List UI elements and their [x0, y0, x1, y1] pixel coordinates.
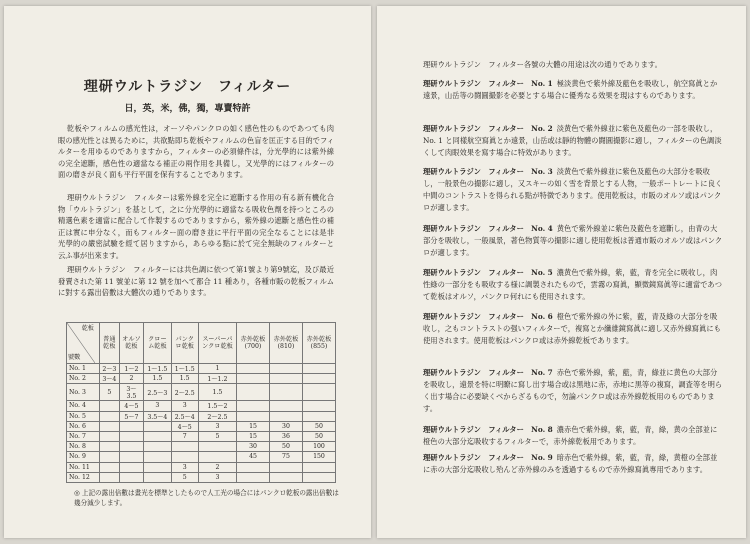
paragraph-3: 理研ウルトラジン フィルターには共色調に依つて第1號より第9號迄，及び最近發賣された第 11 號並に第 12 號を加へて都合 11 種あり，各種市販の乾板フィルムに對する露出倍數は大體次の通りであります。 [58, 265, 334, 298]
filter-label: 理研ウルトラジン フィルター No. 8 [423, 425, 553, 434]
table-cell [100, 401, 120, 411]
table-cell [237, 401, 270, 411]
table-row [67, 401, 336, 411]
table-cell [119, 472, 144, 482]
table-cell [144, 472, 171, 482]
filter-text: 淡黄色で紫外線並に紫色及藍色の大部分を吸收し，一般景色の撮影に適し，又スキーの如く雪を背景とする人物，一般ポートレートに良く中間のコントラストを得られる點が特徴であります。使用乾板は，市販のオルソ或はパンクロが適します。 [423, 167, 723, 212]
table-cell: 15 [237, 431, 270, 441]
table-cell [119, 452, 144, 462]
table-cell [237, 472, 270, 482]
table-cell [237, 374, 270, 384]
filter-description-no7 [423, 367, 723, 415]
table-header-row [67, 323, 336, 364]
table-cell [144, 431, 171, 441]
table-cell [302, 401, 335, 411]
table-cell [100, 431, 120, 441]
table-row [67, 384, 336, 401]
table-cell [269, 364, 302, 374]
table-cell: 3 [198, 421, 236, 431]
filter-label: 理研ウルトラジン フィルター No. 2 [423, 124, 553, 133]
row-label: No. 8 [67, 442, 100, 452]
table-cell: 45 [237, 452, 270, 462]
row-label: No. 7 [67, 431, 100, 441]
table-cell: 36 [269, 431, 302, 441]
table-cell: 1.5 [198, 384, 236, 401]
filter-label: 理研ウルトラジン フィルター No. 3 [423, 167, 553, 176]
table-cell: 2.5～4 [171, 411, 198, 421]
table-cell: 3 [171, 401, 198, 411]
table-cell [119, 431, 144, 441]
table-cell: 3 [144, 401, 171, 411]
footnote [74, 488, 340, 508]
table-cell: 1～1.5 [144, 364, 171, 374]
column-header: 赤外乾板(855) [302, 323, 335, 364]
row-label: No. 4 [67, 401, 100, 411]
table-row [67, 411, 336, 421]
table-cell [269, 374, 302, 384]
filter-label: 理研ウルトラジン フィルター No. 9 [423, 453, 553, 462]
table-cell [144, 452, 171, 462]
filter-description-no9 [423, 452, 723, 476]
table-cell [269, 462, 302, 472]
corner-label-number: 號數 [68, 353, 81, 361]
table-row [67, 462, 336, 472]
table-cell: 3 [171, 462, 198, 472]
filter-text: 極淡黄色で紫外線及藍色を吸收し，航空寫眞とか遠景，山岳等の闘圓撮影を必要とする場合に優秀なる效果を現はすものであります。 [423, 79, 718, 100]
paragraph-2: 理研ウルトラジン フィルターは紫外線を完全に遮斷する作用の有る新有機化合物「ウルトラジン」を基として，之に分光學的に適當なる吸收色劑を持つところの精選色素を適當に配合して作製するのでありますから，紫外線の遮斷と感色性の補正は實に申分なく，而もフィルター面の磨き並に平行平面の完全なることには是非光學的の嚴密試驗を經て居りますから，あらゆる點に於て完全無缺のフィルターと云ふ事が出來ます。 [58, 193, 334, 260]
filter-label: 理研ウルトラジン フィルター No. 7 [423, 368, 553, 377]
filter-description-no1 [423, 78, 723, 102]
column-header: 赤外乾板(700) [237, 323, 270, 364]
filter-description-no3 [423, 166, 723, 214]
table-cell: 100 [302, 442, 335, 452]
column-header: スーパーパンクロ乾板 [198, 323, 236, 364]
table-cell [100, 421, 120, 431]
table-row [67, 452, 336, 462]
table-cell [171, 442, 198, 452]
table-cell: 2～2.5 [171, 384, 198, 401]
column-header: 普通乾板 [100, 323, 120, 364]
table-cell: 1～2 [119, 364, 144, 374]
column-header: オルソ乾板 [119, 323, 144, 364]
table-cell: 1～1.5 [171, 364, 198, 374]
table-cell: 4～5 [171, 421, 198, 431]
table-cell: 3～3.5 [119, 384, 144, 401]
table-cell: 3.5～4 [144, 411, 171, 421]
table-cell [119, 421, 144, 431]
table-cell [198, 442, 236, 452]
table-cell: 7 [171, 431, 198, 441]
table-row [67, 364, 336, 374]
table-cell [302, 374, 335, 384]
table-cell [144, 421, 171, 431]
table-cell: 1.5 [144, 374, 171, 384]
filter-label: 理研ウルトラジン フィルター No. 5 [423, 268, 553, 277]
table-cell: 5 [100, 384, 120, 401]
filter-description-no5 [423, 267, 723, 303]
table-cell [100, 462, 120, 472]
table-cell [144, 462, 171, 472]
filter-description-no8 [423, 424, 723, 448]
table-cell: 75 [269, 452, 302, 462]
row-label: No. 6 [67, 421, 100, 431]
table-cell: 2 [198, 462, 236, 472]
table-cell [100, 472, 120, 482]
table-row [67, 472, 336, 482]
table-cell: 30 [237, 442, 270, 452]
table-cell [269, 472, 302, 482]
table-cell: 2 [119, 374, 144, 384]
filter-label: 理研ウルトラジン フィルター No. 1 [423, 79, 553, 88]
footnote-text: 上記の露出倍數は畫光を標準としたもので人工光の場合にはパンクロ乾板の露出倍數は幾分減少します。 [74, 489, 339, 507]
filter-label: 理研ウルトラジン フィルター No. 6 [423, 312, 553, 321]
table-corner-cell [67, 323, 100, 364]
row-label: No. 5 [67, 411, 100, 421]
table-cell: 50 [269, 442, 302, 452]
table-cell [302, 472, 335, 482]
corner-label-plate: 乾板 [81, 325, 94, 332]
table-cell [302, 411, 335, 421]
table-cell [237, 364, 270, 374]
table-cell [144, 442, 171, 452]
table-cell: 30 [269, 421, 302, 431]
table-cell: 50 [302, 421, 335, 431]
table-cell [171, 452, 198, 462]
filter-description-no6 [423, 311, 723, 347]
row-label: No. 3 [67, 384, 100, 401]
table-cell [198, 452, 236, 462]
filter-description-no2 [423, 123, 723, 159]
table-cell [100, 442, 120, 452]
row-label: No. 1 [67, 364, 100, 374]
table-cell [237, 462, 270, 472]
table-cell: 3 [198, 472, 236, 482]
filter-text: 黄色で紫外線並に紫色及藍色を遮斷し，由青の大部分を吸收し，一般風景，著色物質等の撮影に適し使用乾板は普通市販のオルソ或はパンクロが適します。 [423, 224, 723, 257]
filter-text: 濃赤色で紫外線，紫，藍，青，綠，黄の全部並に橙色の大部分迄吸收するフィルターで，赤外線乾板用であります。 [423, 425, 718, 446]
table-cell: 15 [237, 421, 270, 431]
table-cell [302, 384, 335, 401]
column-header: 赤外乾板(810) [269, 323, 302, 364]
row-label: No. 2 [67, 374, 100, 384]
table-cell: 1 [198, 364, 236, 374]
column-header: クローム乾板 [144, 323, 171, 364]
note-mark-icon: ◎ [74, 489, 82, 497]
filter-label: 理研ウルトラジン フィルター No. 4 [423, 224, 553, 233]
table-cell [237, 411, 270, 421]
paragraph-1: 乾板やフィルムの感光性は，オーソやパンクロの如く感色性のものであつても肉眼の感光性とは異るために，共欲點即ち乾板やフィルムの色盲を匡正する目的でフィルターを用ゆるのでありますから，フィルターの必須條件は，分光學的には紫外線の完全遮斷，感色性の適當なる補正の兩作用を具備し，又光學的にはフィルターの面の磨きが良く面も平行平面を保有することであります。 [58, 124, 334, 180]
table-row [67, 374, 336, 384]
row-label: No. 11 [67, 462, 100, 472]
table-cell: 5 [171, 472, 198, 482]
usage-intro: 理研ウルトラジン フィルター各號の大體の用途は次の通りであります。 [423, 60, 662, 69]
table-cell [100, 411, 120, 421]
table-cell: 50 [302, 431, 335, 441]
column-header: パンクロ乾板 [171, 323, 198, 364]
table-cell [119, 442, 144, 452]
table-row [67, 421, 336, 431]
page-subtitle: 日，英，米，佛，獨，專賣特許 [124, 104, 251, 114]
left-page [4, 6, 371, 538]
table-cell: 5～7 [119, 411, 144, 421]
table-cell: 1.5～2 [198, 401, 236, 411]
table-row [67, 431, 336, 441]
table-cell: 1.5 [171, 374, 198, 384]
row-label: No. 9 [67, 452, 100, 462]
table-row [67, 442, 336, 452]
right-page [377, 6, 746, 538]
filter-text: 赤色で紫外線，紫，藍，青，綠並に黄色の大部分を吸收し，遠景を特に明瞭に寫し出す場合或は黑地に赤，赤地に黒等の複寫，調査等を明らく出す場合に必要缺くべからざるもので，勿論パンクロ或は赤外線乾板用のものであります。 [423, 368, 723, 413]
table-cell: 3～4 [100, 374, 120, 384]
table-cell [269, 384, 302, 401]
table-cell [269, 411, 302, 421]
filter-text: 橙色で紫外線の外に紫，藍，青及綠の大部分を吸收し，之もコントラストの强いフィルターで，複寫とか纖維鏡寫眞に適し又赤外線寫眞にも使用されます。使用乾板はパンクロ或は赤外線乾板であります。 [423, 312, 721, 345]
table-cell: 150 [302, 452, 335, 462]
filter-text: 暗赤色で紫外線，紫，藍，青，綠，黄橙の全部並に赤の大部分迄吸收し殆んど赤外線のみを透過するもので赤外線寫眞專用であります。 [423, 453, 718, 474]
table-cell: 4～5 [119, 401, 144, 411]
table-cell [269, 401, 302, 411]
table-cell: 5 [198, 431, 236, 441]
table-cell [302, 462, 335, 472]
table-cell: 2.5～3 [144, 384, 171, 401]
table-cell [119, 462, 144, 472]
exposure-factor-table [66, 322, 336, 483]
table-cell: 2～2.5 [198, 411, 236, 421]
filter-text: 淡黄色で紫外線並に紫色及藍色の一部を吸收し，No. 1 と同樣航空寫眞とか遠景，山岳或は靜的物體の闘圓撮影に適し，フィルターの色調淡くして肉眼效果を寫す場合に特效があります。 [423, 124, 722, 157]
table-cell [237, 384, 270, 401]
table-cell: 2～3 [100, 364, 120, 374]
row-label: No. 12 [67, 472, 100, 482]
filter-text: 濃黄色で紫外線，紫，藍，青を完全に吸收し，肉性綠の一部分をも吸收する様に調製されたもので，雲霧の寫眞，顯微鏡寫眞等に適當であつて乾板はオルソ，パンクロ何れにも使用されます。 [423, 268, 723, 301]
table-cell [100, 452, 120, 462]
table-cell: 1～1.2 [198, 374, 236, 384]
table-cell [302, 364, 335, 374]
filter-description-no4 [423, 223, 723, 259]
page-title: 理研ウルトラジン フィルター [83, 79, 292, 95]
